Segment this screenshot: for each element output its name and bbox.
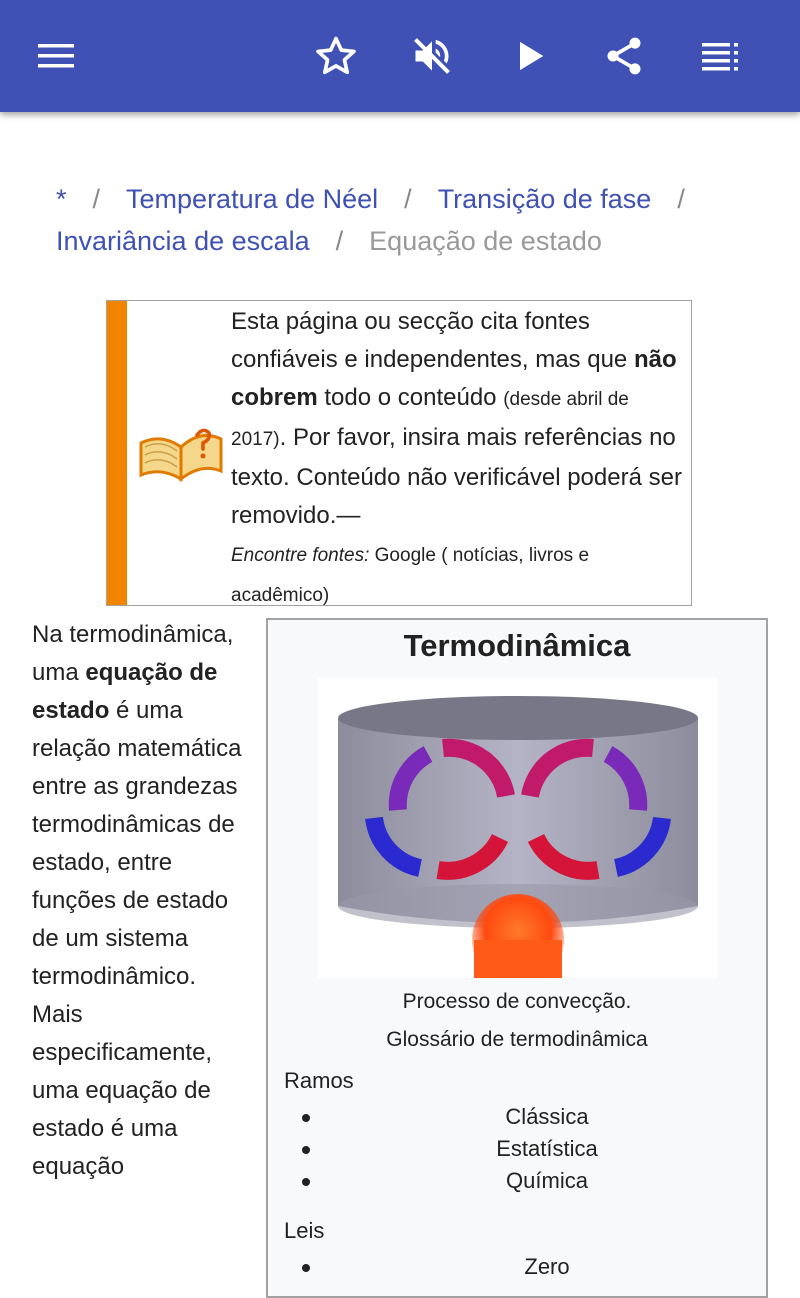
list-item[interactable] [268,1134,766,1166]
infobox-title: Termodinâmica [403,628,631,663]
list-item[interactable] [268,1102,766,1134]
article-text: Na termodinâmica, uma [32,621,234,686]
notice-text-part: Esta página ou secção cita fontes confiáveis e independentes, mas que [231,308,634,373]
contents-button[interactable] [692,28,748,84]
breadcrumb-separator: / [677,184,685,214]
breadcrumb-link-home[interactable]: * [56,184,67,214]
list-item[interactable] [268,1166,766,1198]
breadcrumb-separator: / [92,184,101,214]
notice-text-part: . Por favor, insira mais referências no texto. Conteúdo não verificável poderá ser removido.— [231,424,682,529]
convection-image[interactable] [318,678,718,978]
infobox-list [268,1252,766,1284]
article-lead-paragraph [32,616,242,1186]
article-text: é uma relação matemática entre as grandezas termodinâmicas de estado, entre funções de estado de um sistema termodinâmico. Mais especificamente, uma equação de estado é uma equação [32,697,242,1180]
notice-date: (desde abril de 2017) [231,389,629,450]
list-item-label: Estatística [496,1136,598,1161]
star-outline-icon [314,34,358,78]
play-icon [510,36,550,76]
breadcrumb-separator: / [404,184,412,214]
bullet [302,1264,310,1272]
list-item-label: Química [506,1168,588,1193]
bullet [302,1178,310,1186]
infobox-section-title: Ramos [284,1068,354,1093]
find-sources-label: Encontre fontes: [231,545,370,566]
playlist-icon [700,36,740,76]
list-item[interactable] [268,1252,766,1284]
play-button[interactable] [502,28,558,84]
menu-icon [36,36,76,76]
notice-text-part: todo o conteúdo [317,384,504,411]
list-item-label: Zero [524,1254,570,1279]
breadcrumb-separator: / [335,226,344,256]
infobox-section-title: Leis [284,1218,325,1243]
list-item-label: Clássica [505,1104,589,1129]
bullet [302,1114,310,1122]
breadcrumb-link-scale-invariance[interactable]: Invariância de escala [56,226,310,256]
find-sources-links[interactable]: Google ( notícias, livros e acadêmico) [231,545,590,606]
article-bold-term: equação de estado [32,659,218,724]
infobox-image-caption: Processo de convecção. [402,990,632,1013]
breadcrumb-link-neel[interactable]: Temperatura de Néel [126,184,379,214]
breadcrumb-current: Equação de estado [369,226,602,256]
infobox-list [268,1102,766,1198]
infobox [266,618,768,1298]
bullet [302,1146,310,1154]
notice-bold-text: não cobrem [231,346,677,411]
menu-button[interactable] [28,28,84,84]
bookmark-button[interactable] [308,28,364,84]
breadcrumb [56,178,756,262]
notice-text [231,303,687,615]
glossary-link[interactable]: Glossário de termodinâmica [386,1028,648,1051]
breadcrumb-link-phase-transition[interactable]: Transição de fase [437,184,652,214]
share-button[interactable] [596,28,652,84]
sources-notice [106,300,692,606]
app-bar [0,0,800,112]
notice-accent-bar [107,301,127,605]
share-icon [602,34,646,78]
mute-button[interactable] [404,28,460,84]
volume-off-icon [410,34,454,78]
book-question-icon [137,413,225,490]
